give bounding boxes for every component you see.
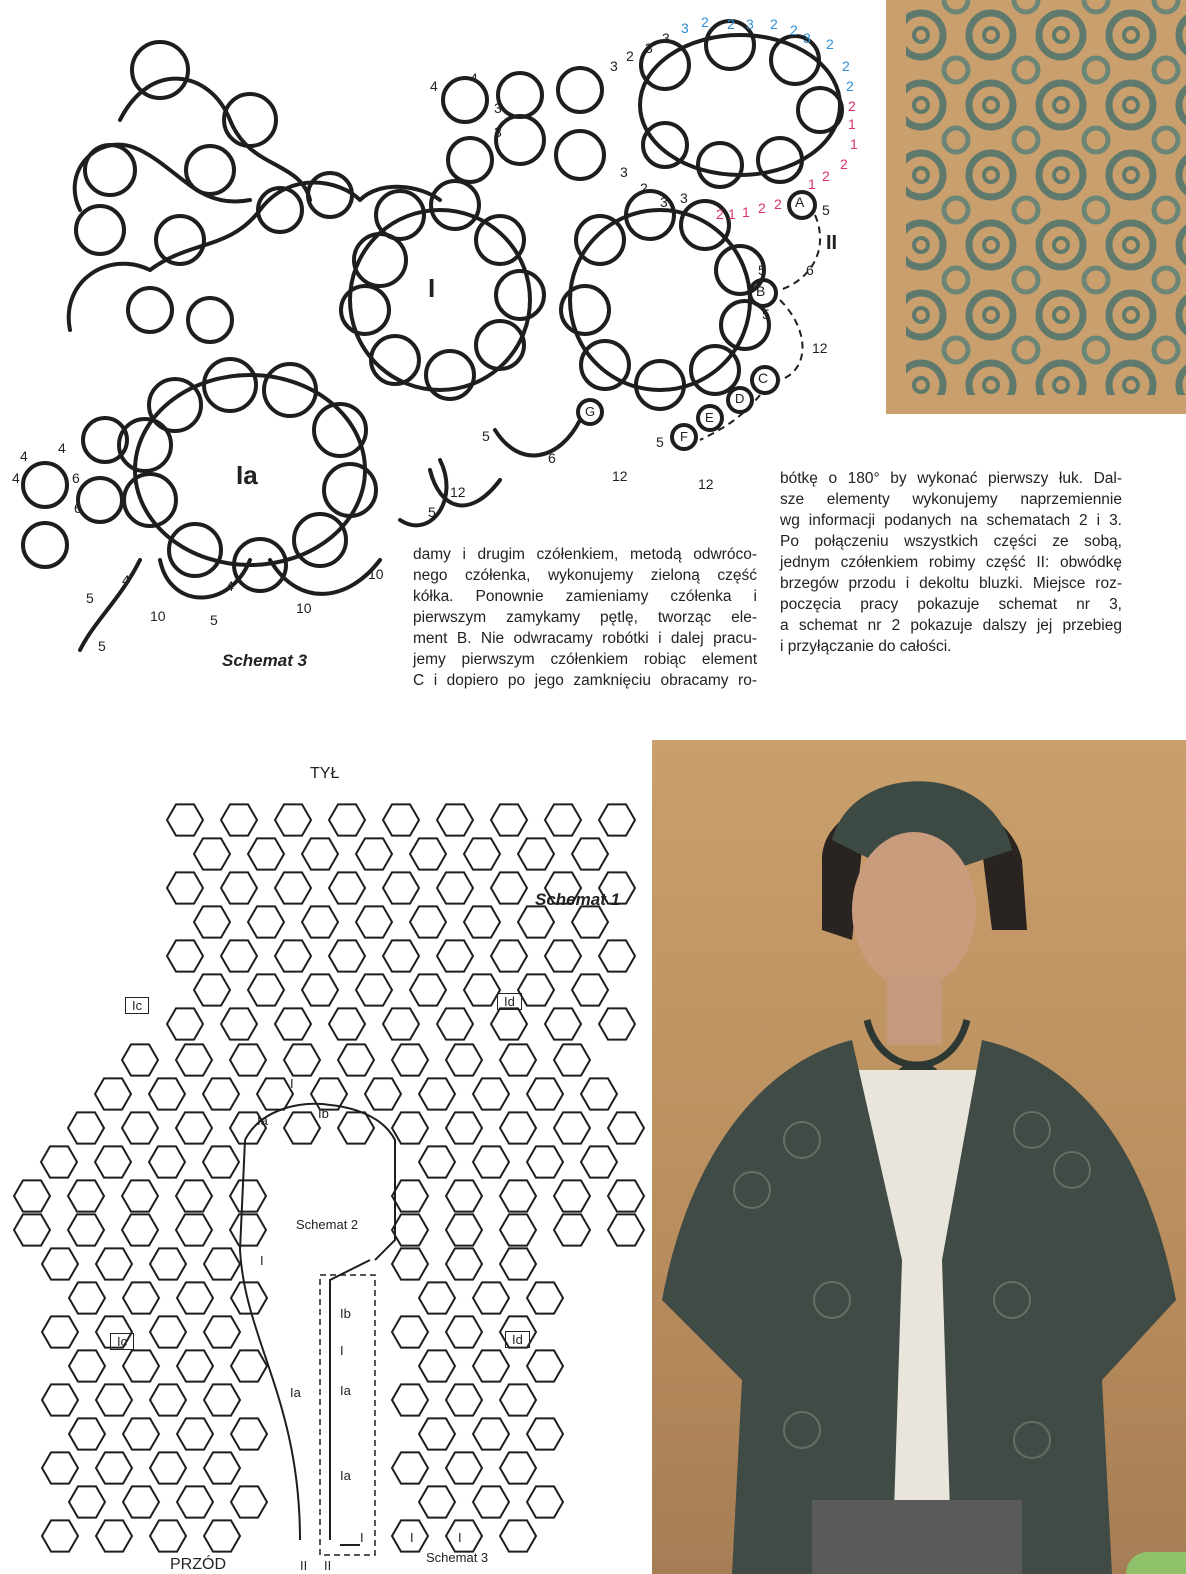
hexagon-motif bbox=[275, 940, 311, 971]
hexagon-motif bbox=[446, 1214, 482, 1245]
hexagon-motif bbox=[500, 1112, 536, 1143]
hexagon-motif bbox=[221, 1008, 257, 1039]
count-label: 3 bbox=[746, 16, 754, 32]
count-label: 3 bbox=[494, 124, 502, 140]
hexagon-motif bbox=[554, 1214, 590, 1245]
hexagon-motif bbox=[572, 838, 608, 869]
hexagon-motif bbox=[150, 1248, 186, 1279]
hexagon-motif bbox=[518, 974, 554, 1005]
text-line: a schemat nr 2 pokazuje dalszy jej przebieg bbox=[780, 617, 1122, 634]
hexagon-motif bbox=[329, 804, 365, 835]
count-label: 10 bbox=[368, 566, 384, 582]
hexagon-motif bbox=[446, 1112, 482, 1143]
hexagon-motif bbox=[464, 974, 500, 1005]
hexagon-motif bbox=[123, 1350, 159, 1381]
hexagon-motif bbox=[599, 1008, 635, 1039]
hexagon-motif bbox=[221, 940, 257, 971]
hexagon-motif bbox=[410, 838, 446, 869]
hexagon-motif bbox=[500, 1248, 536, 1279]
count-label: 5 bbox=[758, 262, 766, 278]
hexagon-motif bbox=[491, 1008, 527, 1039]
count-label: 12 bbox=[612, 468, 628, 484]
hexagon-motif bbox=[392, 1384, 428, 1415]
schemat-2-pointer-label: Schemat 2 bbox=[296, 1217, 359, 1232]
count-label: 6 bbox=[72, 470, 80, 486]
tag-I: I bbox=[458, 1530, 462, 1545]
hexagon-motif bbox=[150, 1452, 186, 1483]
hexagon-motif bbox=[14, 1180, 50, 1211]
count-label: 5 bbox=[428, 504, 436, 520]
count-label: 3 bbox=[680, 190, 688, 206]
hexagon-motif bbox=[68, 1214, 104, 1245]
hexagon-motif bbox=[446, 1384, 482, 1415]
text-line: jemy pierwszym czółenkiem robiąc element bbox=[413, 651, 757, 668]
hexagon-motif bbox=[204, 1248, 240, 1279]
hexagon-motif bbox=[122, 1044, 158, 1075]
hexagon-motif bbox=[231, 1486, 267, 1517]
count-label: 3 bbox=[494, 100, 502, 116]
hexagon-motif bbox=[608, 1180, 644, 1211]
hexagon-motif bbox=[554, 1044, 590, 1075]
hexagon-motif bbox=[96, 1452, 132, 1483]
text-line: Po połączeniu wszystkich części ze sobą, bbox=[780, 533, 1122, 550]
hexagon-motif bbox=[167, 872, 203, 903]
hexagon-motif bbox=[42, 1316, 78, 1347]
hexagon-motif bbox=[500, 1180, 536, 1211]
hexagon-motif bbox=[177, 1282, 213, 1313]
element-label-B: B bbox=[756, 283, 766, 299]
tag-I: I bbox=[290, 1076, 294, 1091]
hexagon-motif bbox=[248, 906, 284, 937]
hexagon-motif bbox=[95, 1078, 131, 1109]
hexagon-motif bbox=[437, 940, 473, 971]
hexagon-motif bbox=[392, 1180, 428, 1211]
hexagon-motif bbox=[527, 1350, 563, 1381]
hexagon-motif bbox=[608, 1214, 644, 1245]
hexagon-motif bbox=[150, 1520, 186, 1551]
hexagon-motif bbox=[464, 906, 500, 937]
tag-I: I bbox=[260, 1253, 264, 1268]
count-label: 3 bbox=[620, 164, 628, 180]
hexagon-motif bbox=[150, 1316, 186, 1347]
tag-II: II bbox=[324, 1558, 332, 1573]
hexagon-motif bbox=[356, 838, 392, 869]
count-label: 10 bbox=[296, 600, 312, 616]
text-line: i przyłączanie do całości. bbox=[780, 638, 952, 655]
hexagon-motif bbox=[446, 1316, 482, 1347]
hexagon-motif bbox=[437, 872, 473, 903]
hexagon-motif bbox=[41, 1146, 77, 1177]
hexagon-motif bbox=[554, 1180, 590, 1211]
hexagon-motif bbox=[177, 1486, 213, 1517]
hexagon-motif bbox=[230, 1180, 266, 1211]
instruction-text-column-1 bbox=[413, 544, 757, 691]
hexagon-motif bbox=[338, 1044, 374, 1075]
element-label-F: F bbox=[680, 429, 688, 444]
hexagon-motif bbox=[527, 1486, 563, 1517]
count-label: 12 bbox=[812, 340, 828, 356]
element-label-I: I bbox=[428, 273, 436, 303]
hexagon-motif bbox=[230, 1044, 266, 1075]
text-line: damy i drugim czółenkiem, metodą odwróco- bbox=[413, 546, 757, 563]
count-label: 4 bbox=[122, 572, 130, 588]
count-label: 5 bbox=[86, 590, 94, 606]
hexagon-motif bbox=[176, 1180, 212, 1211]
count-label: 5 bbox=[482, 428, 490, 444]
hexagon-motif bbox=[275, 872, 311, 903]
hexagon-motif bbox=[177, 1418, 213, 1449]
hexagon-motif bbox=[419, 1078, 455, 1109]
hexagon-motif bbox=[419, 1282, 455, 1313]
text-line: sze elementy wykonujemy naprzemiennie bbox=[780, 491, 1122, 508]
tag-Ia: Ia bbox=[340, 1383, 351, 1398]
hexagon-motif bbox=[167, 804, 203, 835]
count-label: 3 bbox=[610, 58, 618, 74]
tag-Ia: Ia bbox=[290, 1385, 301, 1400]
count-label: 5 bbox=[762, 306, 770, 322]
lace-closeup-photo bbox=[886, 0, 1186, 414]
hexagon-motif bbox=[383, 804, 419, 835]
instruction-text-column-2 bbox=[780, 468, 1122, 657]
hexagon-motif bbox=[473, 1350, 509, 1381]
count-label: 2 bbox=[848, 98, 856, 114]
hexagon-motif bbox=[446, 1180, 482, 1211]
hexagon-motif bbox=[446, 1452, 482, 1483]
hexagon-motif bbox=[123, 1486, 159, 1517]
hexagon-motif bbox=[599, 804, 635, 835]
tag-Ia: Ia bbox=[257, 1113, 268, 1128]
hexagon-motif bbox=[122, 1214, 158, 1245]
hexagon-motif bbox=[176, 1214, 212, 1245]
hexagon-motif bbox=[96, 1248, 132, 1279]
count-label: 4 bbox=[470, 70, 478, 86]
count-label: 3 bbox=[662, 30, 670, 46]
hexagon-motif bbox=[177, 1350, 213, 1381]
element-label-G: G bbox=[585, 404, 596, 419]
hexagon-motif bbox=[518, 906, 554, 937]
hexagon-motif bbox=[473, 1486, 509, 1517]
text-line: brzegów przodu i dekoltu bluzki. Miejsce roz- bbox=[780, 575, 1122, 592]
count-label: 5 bbox=[98, 638, 106, 654]
hexagon-motif bbox=[383, 940, 419, 971]
hexagon-motif bbox=[68, 1112, 104, 1143]
hexagon-motif bbox=[221, 804, 257, 835]
count-label: 12 bbox=[698, 476, 714, 492]
hexagon-motif bbox=[419, 1418, 455, 1449]
hexagon-motif bbox=[231, 1418, 267, 1449]
hexagon-motif bbox=[392, 1316, 428, 1347]
count-label: 2 bbox=[727, 16, 735, 32]
hexagon-motif bbox=[419, 1486, 455, 1517]
tag-Ib: Ib bbox=[318, 1106, 329, 1121]
tag-I: I bbox=[360, 1530, 364, 1545]
hexagon-motif bbox=[123, 1282, 159, 1313]
count-label: 4 bbox=[226, 578, 234, 594]
schemat-3-caption: Schemat 3 bbox=[222, 651, 308, 670]
hexagon-motif bbox=[446, 1520, 482, 1551]
text-line: poczęcia pracy pokazuje schemat nr 3, bbox=[780, 596, 1122, 613]
hexagon-motif bbox=[204, 1520, 240, 1551]
schemat-3-pointer-label: Schemat 3 bbox=[426, 1550, 489, 1565]
count-label: 5 bbox=[822, 202, 830, 218]
hexagon-motif bbox=[284, 1112, 320, 1143]
text-line: pierwszym zamykamy pętlę, tworząc ele- bbox=[413, 609, 757, 626]
tag-II: II bbox=[300, 1558, 308, 1573]
hexagon-motif bbox=[545, 940, 581, 971]
hexagon-motif bbox=[203, 1146, 239, 1177]
tag-Ic: Ic bbox=[110, 1333, 134, 1350]
hexagon-motif bbox=[204, 1316, 240, 1347]
hexagon-motif bbox=[581, 1146, 617, 1177]
hexagon-motif bbox=[500, 1214, 536, 1245]
count-label: 3 bbox=[681, 20, 689, 36]
hexagon-motif bbox=[392, 1248, 428, 1279]
hexagon-motif bbox=[545, 1008, 581, 1039]
element-label-C: C bbox=[758, 370, 769, 386]
text-line: nego czółenka, wykonujemy zieloną część bbox=[413, 567, 757, 584]
count-label: 2 bbox=[640, 180, 648, 196]
hexagon-motif bbox=[231, 1282, 267, 1313]
hexagon-motif bbox=[527, 1078, 563, 1109]
count-label: 6 bbox=[806, 262, 814, 278]
hexagon-motif bbox=[69, 1418, 105, 1449]
hexagon-motif bbox=[69, 1350, 105, 1381]
hexagon-motif bbox=[473, 1146, 509, 1177]
hexagon-motif bbox=[96, 1520, 132, 1551]
text-line: bótkę o 180° by wykonać pierwszy łuk. Dal- bbox=[780, 470, 1122, 487]
hexagon-motif bbox=[42, 1452, 78, 1483]
hexagon-motif bbox=[167, 1008, 203, 1039]
element-label-D: D bbox=[735, 391, 745, 406]
hexagon-motif bbox=[248, 974, 284, 1005]
count-label: 4 bbox=[58, 440, 66, 456]
hexagon-motif bbox=[329, 1008, 365, 1039]
hexagon-motif bbox=[176, 1044, 212, 1075]
hexagon-motif bbox=[554, 1112, 590, 1143]
count-label: 1 bbox=[848, 116, 856, 132]
hexagon-motif bbox=[42, 1384, 78, 1415]
hexagon-motif bbox=[96, 1384, 132, 1415]
hexagon-motif bbox=[194, 838, 230, 869]
hexagon-motif bbox=[392, 1112, 428, 1143]
count-label: 1 bbox=[742, 204, 750, 220]
count-label: 2 bbox=[842, 58, 850, 74]
text-line: jednym czółenkiem robimy część II: obwódkę bbox=[780, 554, 1122, 571]
hexagon-motif bbox=[204, 1384, 240, 1415]
element-label-A: A bbox=[795, 194, 805, 210]
hexagon-motif bbox=[42, 1520, 78, 1551]
count-label: 2 bbox=[758, 200, 766, 216]
hexagon-motif bbox=[437, 804, 473, 835]
hexagon-motif bbox=[392, 1452, 428, 1483]
hexagon-motif bbox=[473, 1078, 509, 1109]
hexagon-motif bbox=[194, 906, 230, 937]
hexagon-motif bbox=[545, 872, 581, 903]
hexagon-motif bbox=[275, 1008, 311, 1039]
hexagon-motif bbox=[69, 1486, 105, 1517]
hexagon-motif bbox=[473, 1282, 509, 1313]
hexagon-motif bbox=[149, 1078, 185, 1109]
hexagon-motif bbox=[419, 1350, 455, 1381]
model-photo bbox=[652, 740, 1186, 1574]
hexagon-motif bbox=[204, 1452, 240, 1483]
count-label: 12 bbox=[450, 484, 466, 500]
count-label: 3 bbox=[645, 40, 653, 56]
hexagon-motif bbox=[329, 872, 365, 903]
hexagon-motif bbox=[572, 974, 608, 1005]
count-label: 2 bbox=[774, 196, 782, 212]
count-label: 1 bbox=[808, 176, 816, 192]
hexagon-motif bbox=[231, 1350, 267, 1381]
count-label: 3 bbox=[803, 30, 811, 46]
hexagon-motif bbox=[419, 1146, 455, 1177]
hexagon-motif bbox=[302, 906, 338, 937]
hexagon-motif bbox=[410, 906, 446, 937]
front-label: PRZÓD bbox=[170, 1556, 226, 1573]
hexagon-motif bbox=[500, 1044, 536, 1075]
hexagon-motif bbox=[68, 1180, 104, 1211]
count-label: 4 bbox=[20, 448, 28, 464]
hexagon-motif bbox=[383, 1008, 419, 1039]
hexagon-motif bbox=[338, 1112, 374, 1143]
schemat-1-caption: Schemat 1 bbox=[535, 890, 621, 909]
back-label: TYŁ bbox=[310, 765, 340, 782]
hexagon-motif bbox=[527, 1418, 563, 1449]
tag-Ia: Ia bbox=[340, 1468, 351, 1483]
tag-I: I bbox=[410, 1530, 414, 1545]
hexagon-motif bbox=[446, 1248, 482, 1279]
hexagon-motif bbox=[599, 940, 635, 971]
count-label: 6 bbox=[74, 500, 82, 516]
tag-Ic: Ic bbox=[125, 997, 149, 1014]
hexagon-motif bbox=[599, 872, 635, 903]
hexagon-motif bbox=[545, 804, 581, 835]
hexagon-motif bbox=[356, 974, 392, 1005]
count-label: 2 bbox=[701, 14, 709, 30]
count-label: 10 bbox=[150, 608, 166, 624]
hexagon-motif bbox=[500, 1520, 536, 1551]
tag-Id: Id bbox=[497, 993, 522, 1010]
hexagon-motif bbox=[608, 1112, 644, 1143]
hexagon-motif bbox=[203, 1078, 239, 1109]
count-label: 2 bbox=[790, 22, 798, 38]
hexagon-motif bbox=[527, 1146, 563, 1177]
hexagon-motif bbox=[572, 906, 608, 937]
count-label: 6 bbox=[548, 450, 556, 466]
hexagon-motif bbox=[437, 1008, 473, 1039]
hexagon-motif bbox=[302, 838, 338, 869]
count-label: 2 bbox=[822, 168, 830, 184]
element-label-Ia: Ia bbox=[236, 460, 258, 490]
hexagon-motif bbox=[150, 1384, 186, 1415]
hexagon-motif bbox=[194, 974, 230, 1005]
hexagon-motif bbox=[275, 804, 311, 835]
hexagon-motif bbox=[500, 1384, 536, 1415]
hexagon-motif bbox=[365, 1078, 401, 1109]
text-line: wg informacji podanych na schematach 2 i 3. bbox=[780, 512, 1122, 529]
hexagon-motif bbox=[149, 1146, 185, 1177]
count-label: 2 bbox=[626, 48, 634, 64]
hexagon-motif bbox=[491, 872, 527, 903]
schemat-1-diagram bbox=[0, 780, 650, 1574]
hexagon-motif bbox=[356, 906, 392, 937]
text-line: ment B. Nie odwracamy robótki i dalej pracu- bbox=[413, 630, 757, 647]
hexagon-motif bbox=[257, 1078, 293, 1109]
hexagon-motif bbox=[518, 838, 554, 869]
hexagon-motif bbox=[123, 1418, 159, 1449]
count-label: 4 bbox=[430, 78, 438, 94]
count-label: 1 bbox=[728, 206, 736, 222]
hexagon-motif bbox=[392, 1214, 428, 1245]
hexagon-motif bbox=[410, 974, 446, 1005]
count-label: 3 bbox=[660, 194, 668, 210]
element-label-E: E bbox=[705, 410, 714, 425]
count-label: 1 bbox=[850, 136, 858, 152]
count-label: 2 bbox=[826, 36, 834, 52]
count-label: 2 bbox=[846, 78, 854, 94]
text-line: C i dopiero po jego zamknięciu obracamy ro- bbox=[413, 672, 757, 689]
hexagon-motif bbox=[42, 1248, 78, 1279]
hexagon-motif bbox=[473, 1418, 509, 1449]
hexagon-motif bbox=[122, 1180, 158, 1211]
hexagon-motif bbox=[176, 1112, 212, 1143]
hexagon-motif bbox=[500, 1452, 536, 1483]
count-label: 2 bbox=[770, 16, 778, 32]
hexagon-motif bbox=[284, 1044, 320, 1075]
hexagon-motif bbox=[230, 1214, 266, 1245]
hexagon-motif bbox=[491, 940, 527, 971]
hexagon-motif bbox=[302, 974, 338, 1005]
hexagon-motif bbox=[581, 1078, 617, 1109]
count-label: 2 bbox=[716, 206, 724, 222]
element-label-II: II bbox=[826, 232, 838, 254]
hexagon-motif bbox=[122, 1112, 158, 1143]
count-label: 5 bbox=[210, 612, 218, 628]
hexagon-motif bbox=[167, 940, 203, 971]
hexagon-motif bbox=[491, 804, 527, 835]
hexagon-motif bbox=[95, 1146, 131, 1177]
hexagon-motif bbox=[248, 838, 284, 869]
hexagon-motif bbox=[69, 1282, 105, 1313]
hexagon-motif bbox=[221, 872, 257, 903]
hexagon-motif bbox=[14, 1214, 50, 1245]
tag-I: I bbox=[340, 1343, 344, 1358]
text-line: kółka. Ponownie zamieniamy czółenka i bbox=[413, 588, 757, 605]
page-corner-mark bbox=[1126, 1552, 1186, 1574]
hexagon-motif bbox=[527, 1282, 563, 1313]
count-label: 4 bbox=[12, 470, 20, 486]
tag-Id: Id bbox=[505, 1331, 530, 1348]
hexagon-motif bbox=[464, 838, 500, 869]
count-label: 2 bbox=[840, 156, 848, 172]
hexagon-motif bbox=[392, 1044, 428, 1075]
hexagon-motif bbox=[383, 872, 419, 903]
hexagon-motif bbox=[329, 940, 365, 971]
count-label: 5 bbox=[656, 434, 664, 450]
hexagon-motif bbox=[446, 1044, 482, 1075]
tag-Ib: Ib bbox=[340, 1306, 351, 1321]
